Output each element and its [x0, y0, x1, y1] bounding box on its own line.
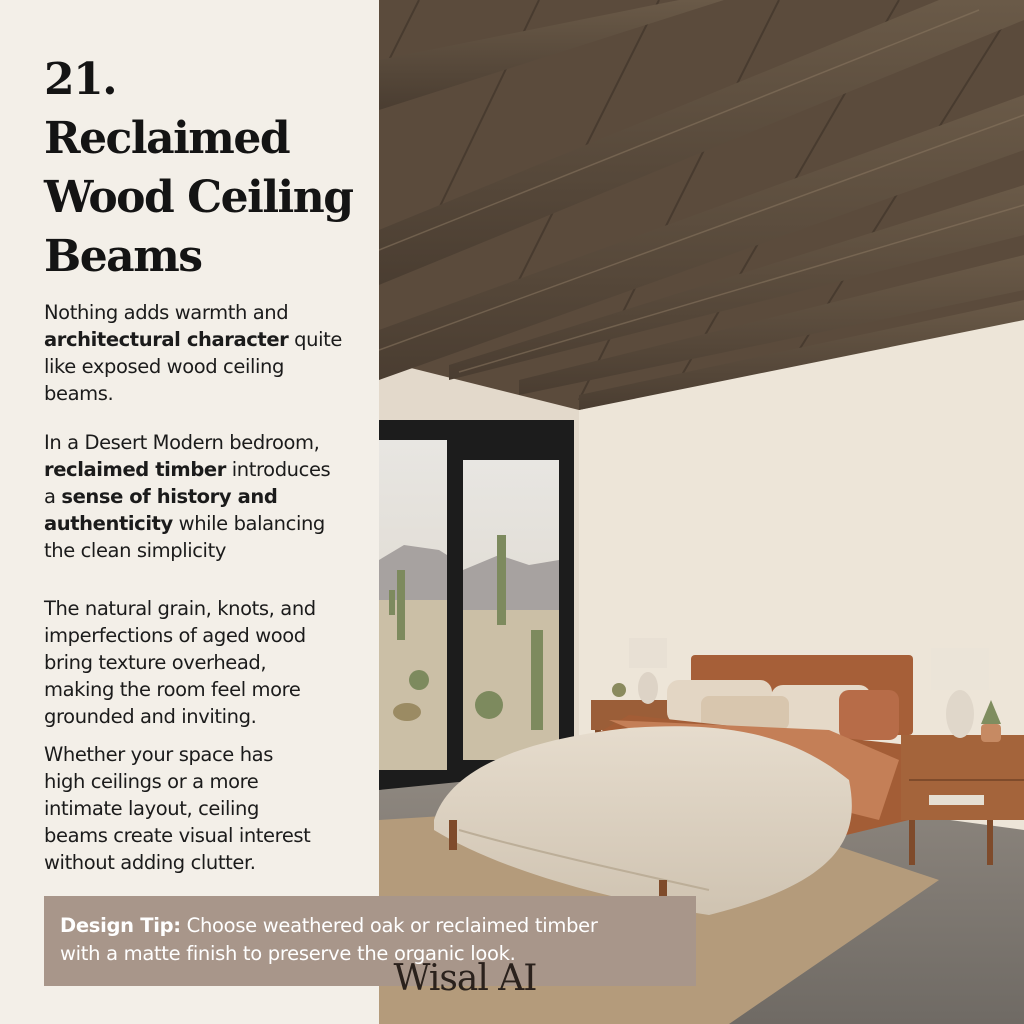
para-line	[44, 456, 364, 483]
bold-text: authenticity	[44, 512, 173, 535]
para-line: In a Desert Modern bedroom,	[44, 431, 320, 454]
text-panel	[0, 0, 379, 1024]
para-line: imperfections of aged wood	[44, 624, 306, 647]
text-run: while balancing	[172, 512, 325, 535]
text-run: quite	[288, 328, 342, 351]
para-line: bring texture overhead,	[44, 651, 267, 674]
title-line: Wood Ceiling	[44, 172, 353, 223]
title-line: Reclaimed	[44, 113, 290, 164]
para-line: Whether your space has	[44, 743, 273, 766]
bold-text: architectural character	[44, 328, 289, 351]
bold-text: sense of history and	[61, 485, 278, 508]
para-line: high ceilings or a more	[44, 770, 259, 793]
text-run: introduces	[225, 458, 331, 481]
para-line: The natural grain, knots, and	[44, 597, 316, 620]
text-run: Choose weathered oak or reclaimed timber	[180, 914, 598, 937]
bold-text: reclaimed timber	[44, 458, 226, 481]
tip-line	[60, 912, 680, 940]
title-line: 21.	[44, 54, 117, 105]
para-line: grounded and inviting.	[44, 705, 257, 728]
tip-label: Design Tip:	[60, 914, 181, 937]
paragraph-4	[44, 741, 364, 876]
para-line: Nothing adds warmth and	[44, 301, 289, 324]
para-line: beams create visual interest	[44, 824, 311, 847]
title-line: Beams	[44, 231, 202, 282]
paragraph-2	[44, 429, 364, 564]
para-line: the clean simplicity	[44, 539, 226, 562]
paragraph-3	[44, 595, 364, 730]
para-line: like exposed wood ceiling	[44, 355, 284, 378]
text-run: a	[44, 485, 62, 508]
design-tip-box	[44, 896, 696, 986]
para-line	[44, 326, 364, 353]
para-line: making the room feel more	[44, 678, 301, 701]
para-line: beams.	[44, 382, 114, 405]
page-title	[44, 50, 374, 286]
para-line	[44, 510, 364, 537]
para-line: intimate layout, ceiling	[44, 797, 259, 820]
bedroom-photo	[379, 0, 1024, 1024]
watermark: Wisal AI	[393, 958, 537, 999]
para-line: without adding clutter.	[44, 851, 256, 874]
paragraph-1	[44, 299, 364, 407]
tip-line: with a matte finish to preserve the organic look.	[60, 942, 516, 965]
para-line	[44, 483, 364, 510]
